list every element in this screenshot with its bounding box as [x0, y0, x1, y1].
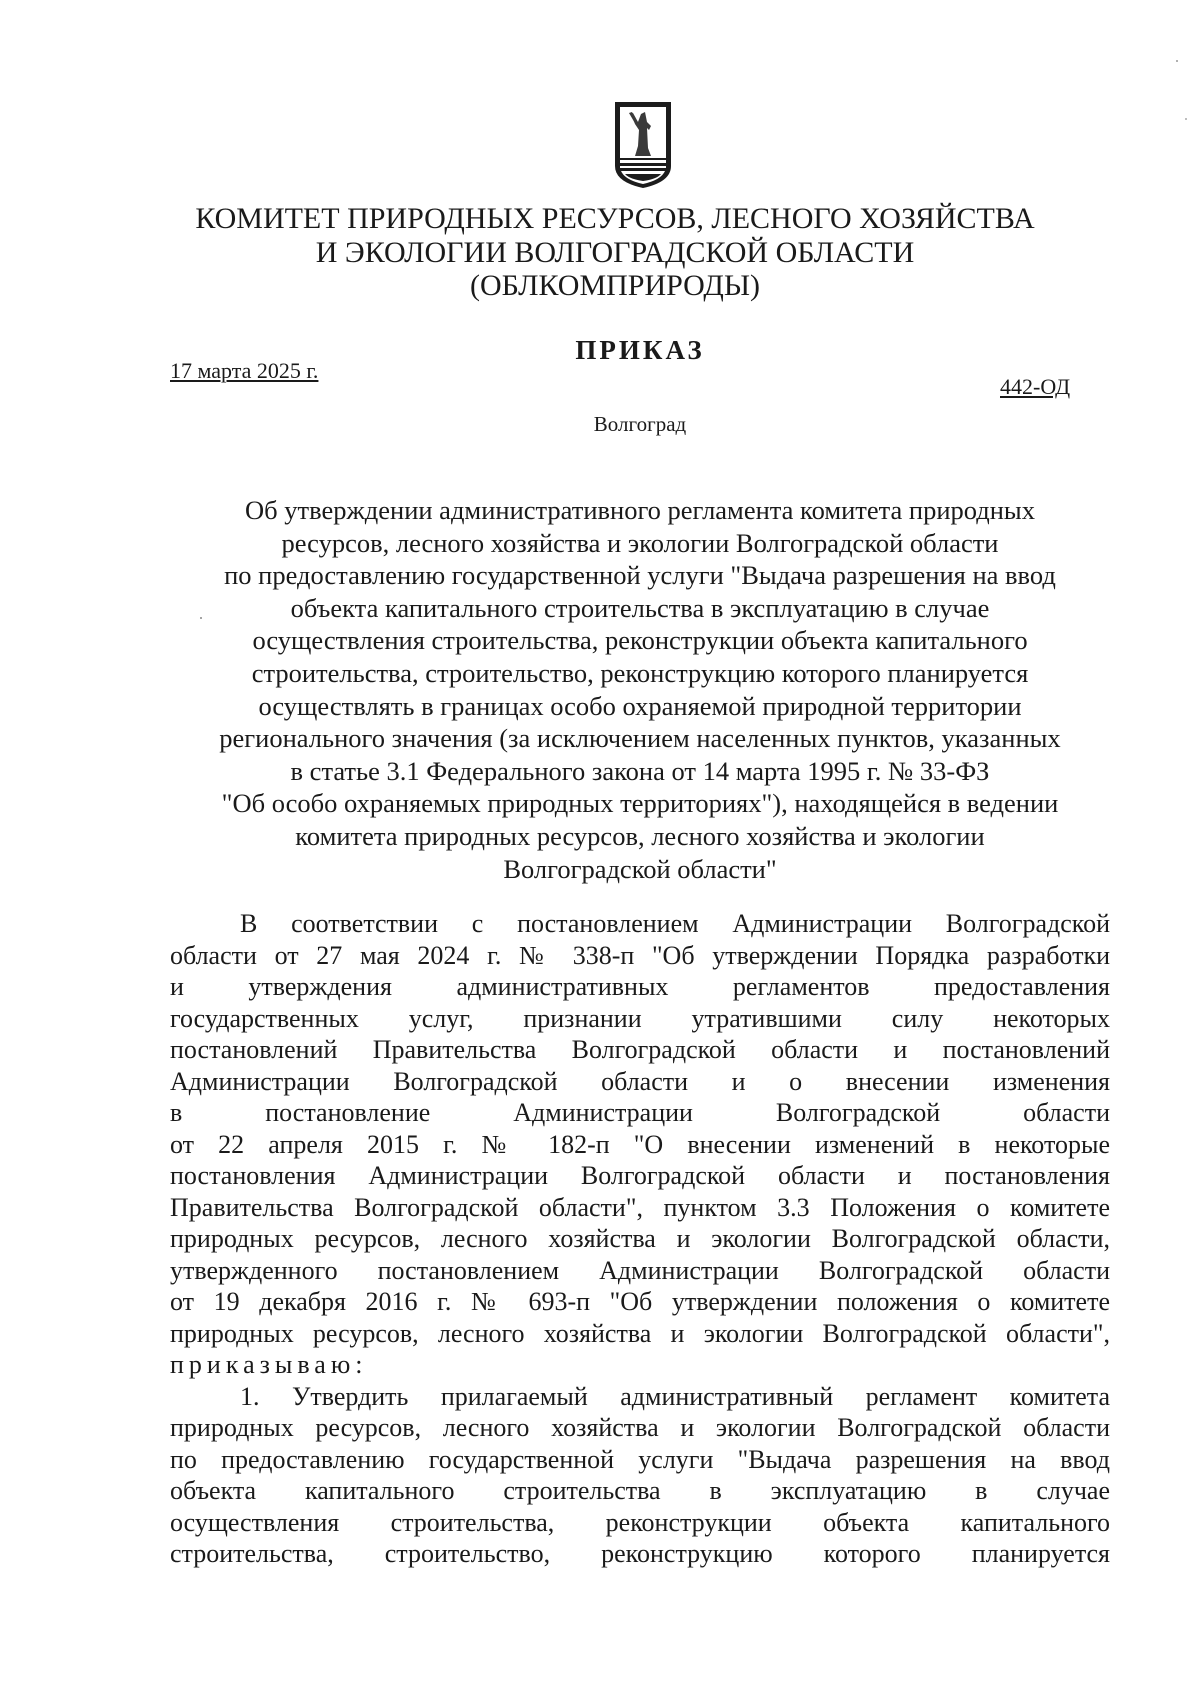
order-directive: приказываю: [170, 1350, 368, 1379]
title-line: осуществлять в границах особо охраняемой природной территории [258, 690, 1022, 721]
body-line: В соответствии с постановлением Администрации Волгоградской [240, 909, 1110, 938]
body-line: и утверждения административных регламентов предоставления [170, 972, 1110, 1001]
body-line: по предоставлению государственной услуги "Выдача разрешения на ввод [170, 1444, 1110, 1474]
body-line: природных ресурсов, лесного хозяйства и экологии Волгоградской области, [170, 1224, 1110, 1253]
body-line: объекта капитального строительства в эксплуатацию в случае [170, 1476, 1110, 1505]
order-body [170, 908, 1110, 1570]
title-line: по предоставлению государственной услуги "Выдача разрешения на ввод [224, 560, 1056, 591]
body-line: области от 27 мая 2024 г. № 338-п "Об утверждении Порядка разработки [170, 940, 1110, 970]
scan-speck [1176, 60, 1178, 62]
city-name: Волгоград [593, 412, 687, 436]
coat-of-arms-emblem [611, 100, 675, 190]
title-line: строительства, строительство, реконструкцию которого планируется [251, 657, 1029, 688]
body-line: осуществления строительства, реконструкции объекта капитального [170, 1507, 1110, 1537]
body-line: утвержденного постановлением Администрации Волгоградской области [170, 1255, 1110, 1285]
title-line: Волгоградской области" [503, 853, 777, 884]
body-line: постановлений Правительства Волгоградской области и постановлений [170, 1035, 1110, 1064]
title-line: ресурсов, лесного хозяйства и экологии Волгоградской области [281, 527, 999, 558]
emblem-icon [611, 100, 675, 190]
title-line: в статье 3.1 Федерального закона от 14 марта 1995 г. № 33-ФЗ [290, 755, 990, 786]
body-line: от 22 апреля 2015 г. № 182-п "О внесении изменений в некоторые [170, 1129, 1110, 1159]
org-name-line-2: И ЭКОЛОГИИ ВОЛГОГРАДСКОЙ ОБЛАСТИ [315, 236, 915, 269]
org-abbreviation: (ОБЛКОМПРИРОДЫ) [470, 269, 760, 302]
body-line: государственных услуг, признании утратившими силу некоторых [170, 1003, 1110, 1033]
scan-speck [200, 617, 202, 619]
title-line: объекта капитального строительства в эксплуатацию в случае [290, 592, 990, 623]
org-name-line-1: КОМИТЕТ ПРИРОДНЫХ РЕСУРСОВ, ЛЕСНОГО ХОЗЯЙСТВА [195, 202, 1035, 235]
order-date: 17 марта 2025 г. [170, 358, 319, 383]
body-line: Администрации Волгоградской области и о внесении изменения [170, 1066, 1110, 1096]
body-line: строительства, строительство, реконструкцию которого планируется [170, 1539, 1110, 1568]
title-line: регионального значения (за исключением населенных пунктов, указанных [219, 723, 1061, 754]
body-line: природных ресурсов, лесного хозяйства и экологии Волгоградской области", [170, 1318, 1110, 1348]
document-type-heading: ПРИКАЗ [575, 335, 705, 365]
body-line: природных ресурсов, лесного хозяйства и экологии Волгоградской области [170, 1413, 1110, 1442]
title-line: осуществления строительства, реконструкции объекта капитального [252, 625, 1028, 656]
title-line: комитета природных ресурсов, лесного хозяйства и экологии [295, 820, 985, 851]
body-line: 1. Утвердить прилагаемый административный регламент комитета [240, 1381, 1110, 1411]
scan-speck [1185, 118, 1187, 120]
title-line: "Об особо охраняемых природных территориях"), находящейся в ведении [221, 788, 1059, 819]
order-number: 442-ОД [1000, 374, 1071, 399]
title-line: Об утверждении административного регламента комитета природных [245, 495, 1035, 525]
body-line: постановления Администрации Волгоградской области и постановления [170, 1161, 1110, 1190]
body-line: Правительства Волгоградской области", пунктом 3.3 Положения о комитете [170, 1192, 1110, 1222]
body-line: в постановление Администрации Волгоградской области [170, 1098, 1110, 1127]
body-line: от 19 декабря 2016 г. № 693-п "Об утверждении положения о комитете [170, 1287, 1110, 1316]
order-title [170, 494, 1110, 885]
